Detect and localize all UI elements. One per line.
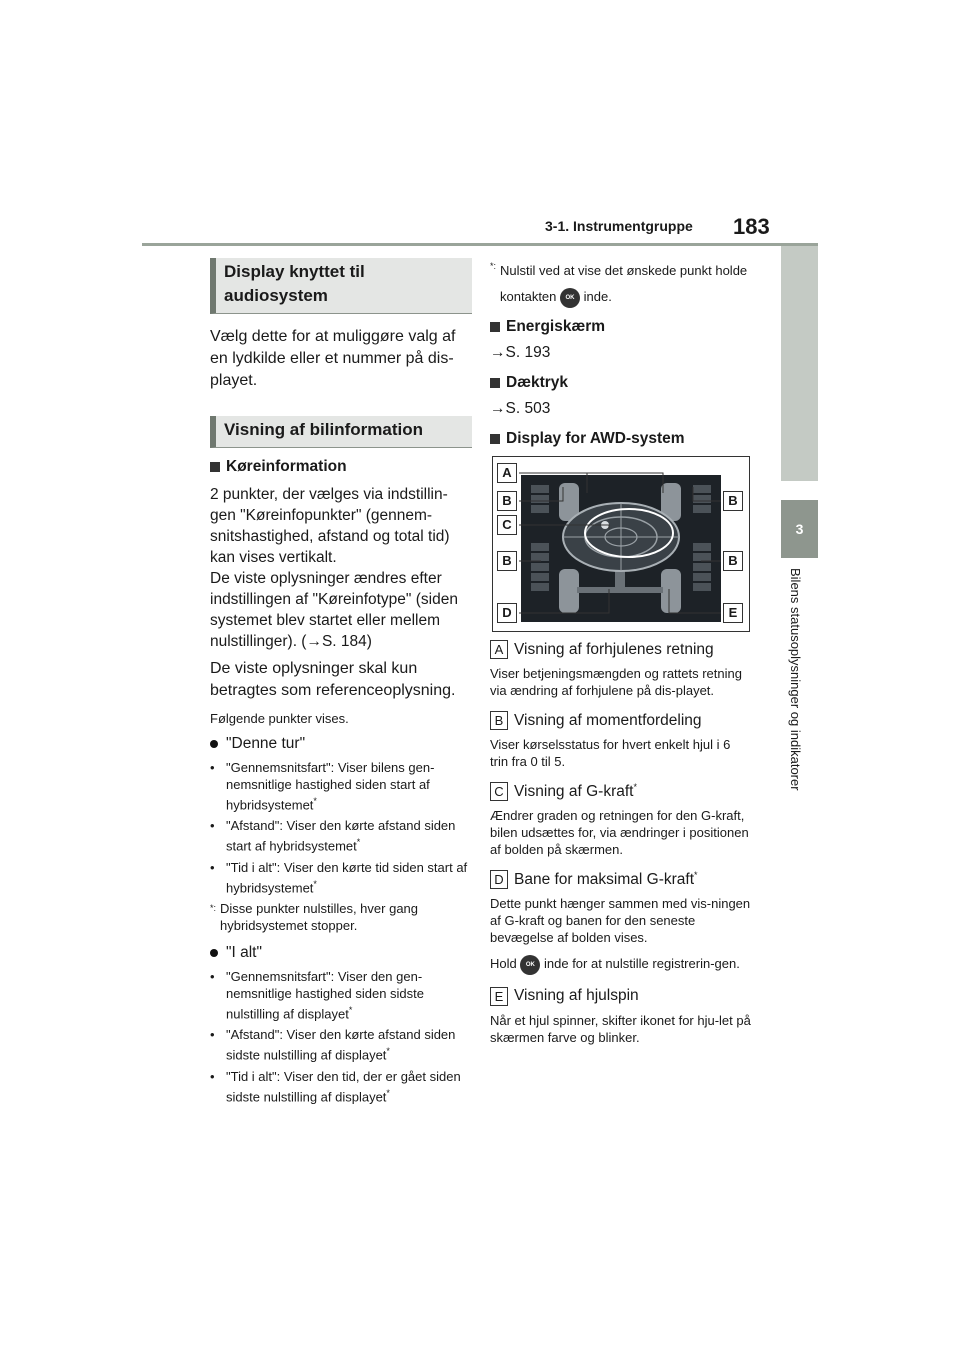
ref-energy: →S. 193 bbox=[490, 344, 551, 361]
diagram-label-e: E bbox=[723, 603, 743, 623]
asterisk-mark: * bbox=[694, 870, 698, 881]
footnote bbox=[210, 900, 472, 934]
heading-text: Visning af bilinformation bbox=[224, 420, 423, 439]
subheading-text: Display for AWD-system bbox=[506, 430, 685, 447]
legend-item-b bbox=[490, 711, 752, 770]
side-rule bbox=[781, 246, 818, 481]
subheading-energy bbox=[490, 318, 752, 336]
item-title: Visning af G-kraft bbox=[514, 783, 634, 801]
chapter-tab: 3 bbox=[781, 500, 818, 558]
chapter-title: Bilens statusoplysninger og indikatorer bbox=[788, 568, 803, 791]
list-item bbox=[210, 859, 472, 896]
ok-button-icon: OK bbox=[560, 288, 580, 308]
item-text: "Gennemsnitsfart": Viser bilens gen-nemsnitlige hastighed siden start af hybridsystemet bbox=[226, 760, 435, 813]
list-item bbox=[210, 968, 472, 1022]
hold-text-b: inde for at nulstille registrerin-gen. bbox=[544, 956, 740, 972]
item-text: Viser kørselsstatus for hvert enkelt hjul i 6 trin fra 0 til 5. bbox=[490, 737, 731, 769]
reset-text-b: inde. bbox=[583, 289, 612, 304]
hold-text-a: Hold bbox=[490, 956, 517, 972]
item-text: Ændrer graden og retningen for den G-kraft, bilen udsættes for, via ændringer i positionen af bolden på skærmen. bbox=[490, 808, 749, 858]
item-text: "Afstand": Viser den kørte afstand siden sidste nulstilling af displayet bbox=[226, 1027, 456, 1063]
subheading-tire bbox=[490, 374, 752, 392]
awd-display-illustration bbox=[492, 456, 750, 632]
square-bullet-icon bbox=[490, 434, 500, 444]
square-bullet-icon bbox=[490, 322, 500, 332]
subheading-drive-info bbox=[210, 458, 472, 476]
subheading-text: Energiskærm bbox=[506, 318, 606, 335]
item-label: C bbox=[490, 782, 508, 801]
diagram-label-b-front-left: B bbox=[497, 491, 517, 511]
trip-heading-text: "Denne tur" bbox=[226, 735, 306, 752]
drive-info-para3: De viste oplysninger skal kun betragtes som referenceoplysning. bbox=[210, 660, 456, 699]
bullet-mark: • bbox=[210, 859, 215, 875]
trip-list bbox=[210, 759, 472, 934]
item-text: "Tid i alt": Viser den kørte tid siden start af hybridsystemet bbox=[226, 859, 468, 895]
diagram-label-a: A bbox=[497, 463, 517, 483]
item-text: Viser betjeningsmængden og rattets retning via ændring af forhjulene på dis-playet. bbox=[490, 666, 742, 698]
section-title: 3-1. Instrumentgruppe bbox=[545, 218, 693, 234]
asterisk-mark: * bbox=[386, 1087, 390, 1098]
legend-item-d bbox=[490, 870, 752, 975]
asterisk-mark: * bbox=[633, 782, 637, 792]
item-title: Visning af momentfordeling bbox=[514, 711, 702, 729]
list-item bbox=[210, 1026, 472, 1063]
list-item bbox=[210, 1068, 472, 1105]
reset-footnote bbox=[490, 258, 752, 310]
list-item bbox=[210, 817, 472, 854]
legend-item-c bbox=[490, 782, 752, 858]
total-heading-text: "I alt" bbox=[226, 943, 262, 961]
item-label: B bbox=[490, 711, 508, 730]
item-title: Visning af forhjulenes retning bbox=[514, 640, 714, 658]
section-heading-vehicle-info bbox=[210, 416, 472, 448]
ok-button-icon: OK bbox=[520, 955, 540, 975]
bullet-mark: • bbox=[210, 1068, 215, 1084]
item-label: D bbox=[490, 870, 508, 889]
square-bullet-icon bbox=[490, 378, 500, 388]
bullet-mark: • bbox=[210, 1027, 215, 1043]
item-title: Bane for maksimal G-kraft bbox=[514, 871, 695, 889]
item-text: Dette punkt hænger sammen med vis-ningen af G-kraft og banen for den seneste bevægelse af bolden vises. bbox=[490, 896, 751, 946]
item-text: "Gennemsnitsfart": Viser den gen-nemsnitlige hastighed siden sidste nulstilling af displayet bbox=[226, 968, 425, 1022]
footnote-mark: *: bbox=[490, 261, 497, 271]
item-text: "Afstand": Viser den kørte afstand siden start af hybridsystemet bbox=[226, 818, 456, 854]
asterisk-mark: * bbox=[313, 878, 317, 889]
drive-info-para4: Følgende punkter vises. bbox=[210, 711, 349, 726]
round-bullet-icon bbox=[210, 949, 218, 957]
asterisk-mark: * bbox=[348, 1004, 353, 1015]
drive-info-para1: 2 punkter, der vælges via indstillin-gen "Køreinfopunkter" (gennem-snitshastighed, afstand og total tid) kan vises vertikalt. bbox=[210, 486, 450, 566]
trip-heading bbox=[210, 735, 472, 753]
ref-tire: →S. 503 bbox=[490, 400, 551, 417]
header-rule bbox=[142, 243, 818, 246]
section-heading-audio bbox=[210, 258, 472, 314]
total-list bbox=[210, 968, 472, 1105]
audio-text: Vælg dette for at muliggøre valg af en lydkilde eller et nummer på dis-playet. bbox=[210, 328, 456, 389]
item-title: Visning af hjulspin bbox=[514, 987, 639, 1005]
total-heading bbox=[210, 944, 472, 962]
heading-line-2: audiosystem bbox=[224, 286, 328, 305]
item-label: A bbox=[490, 640, 508, 659]
hold-instruction bbox=[490, 954, 752, 975]
callout-lines bbox=[493, 457, 749, 631]
legend-item-e bbox=[490, 987, 752, 1046]
diagram-label-b-rear-right: B bbox=[723, 551, 743, 571]
diagram-label-b-rear-left: B bbox=[497, 551, 517, 571]
heading-line-1: Display knyttet til bbox=[224, 262, 365, 281]
drive-info-para2: De viste oplysninger ændres efter indstillingen af "Køreinfotype" (siden systemet blev startet eller mellem nulstillinger). (→S. 184) bbox=[210, 570, 458, 650]
left-column bbox=[210, 258, 472, 1105]
reset-text-a: Nulstil ved at vise det ønskede punkt holde kontakten bbox=[500, 263, 748, 304]
footnote-text: Disse punkter nulstilles, hver gang hybridsystemet stopper. bbox=[220, 900, 419, 933]
bullet-mark: • bbox=[210, 818, 215, 834]
bullet-mark: • bbox=[210, 968, 215, 984]
right-column bbox=[490, 258, 752, 1046]
list-item bbox=[210, 759, 472, 813]
subheading-text: Dæktryk bbox=[506, 374, 569, 391]
diagram-label-c: C bbox=[497, 515, 517, 535]
diagram-label-d: D bbox=[497, 603, 517, 623]
asterisk-mark: * bbox=[386, 1046, 390, 1057]
bullet-mark: • bbox=[210, 760, 215, 775]
asterisk-mark: * bbox=[356, 837, 361, 848]
square-bullet-icon bbox=[210, 462, 220, 472]
subheading-text: Køreinformation bbox=[226, 458, 347, 475]
legend-item-a bbox=[490, 640, 752, 699]
item-label: E bbox=[490, 987, 508, 1006]
round-bullet-icon bbox=[210, 740, 218, 748]
diagram-label-b-front-right: B bbox=[723, 491, 743, 511]
asterisk-mark: * bbox=[313, 796, 317, 806]
subheading-awd bbox=[490, 430, 752, 448]
item-text: Når et hjul spinner, skifter ikonet for hju-let på skærmen farve og blinker. bbox=[490, 1012, 751, 1045]
item-text: "Tid i alt": Viser den tid, der er gået siden sidste nulstilling af displayet bbox=[226, 1068, 461, 1104]
page-number: 183 bbox=[733, 214, 770, 239]
footnote-mark: *: bbox=[210, 902, 217, 913]
